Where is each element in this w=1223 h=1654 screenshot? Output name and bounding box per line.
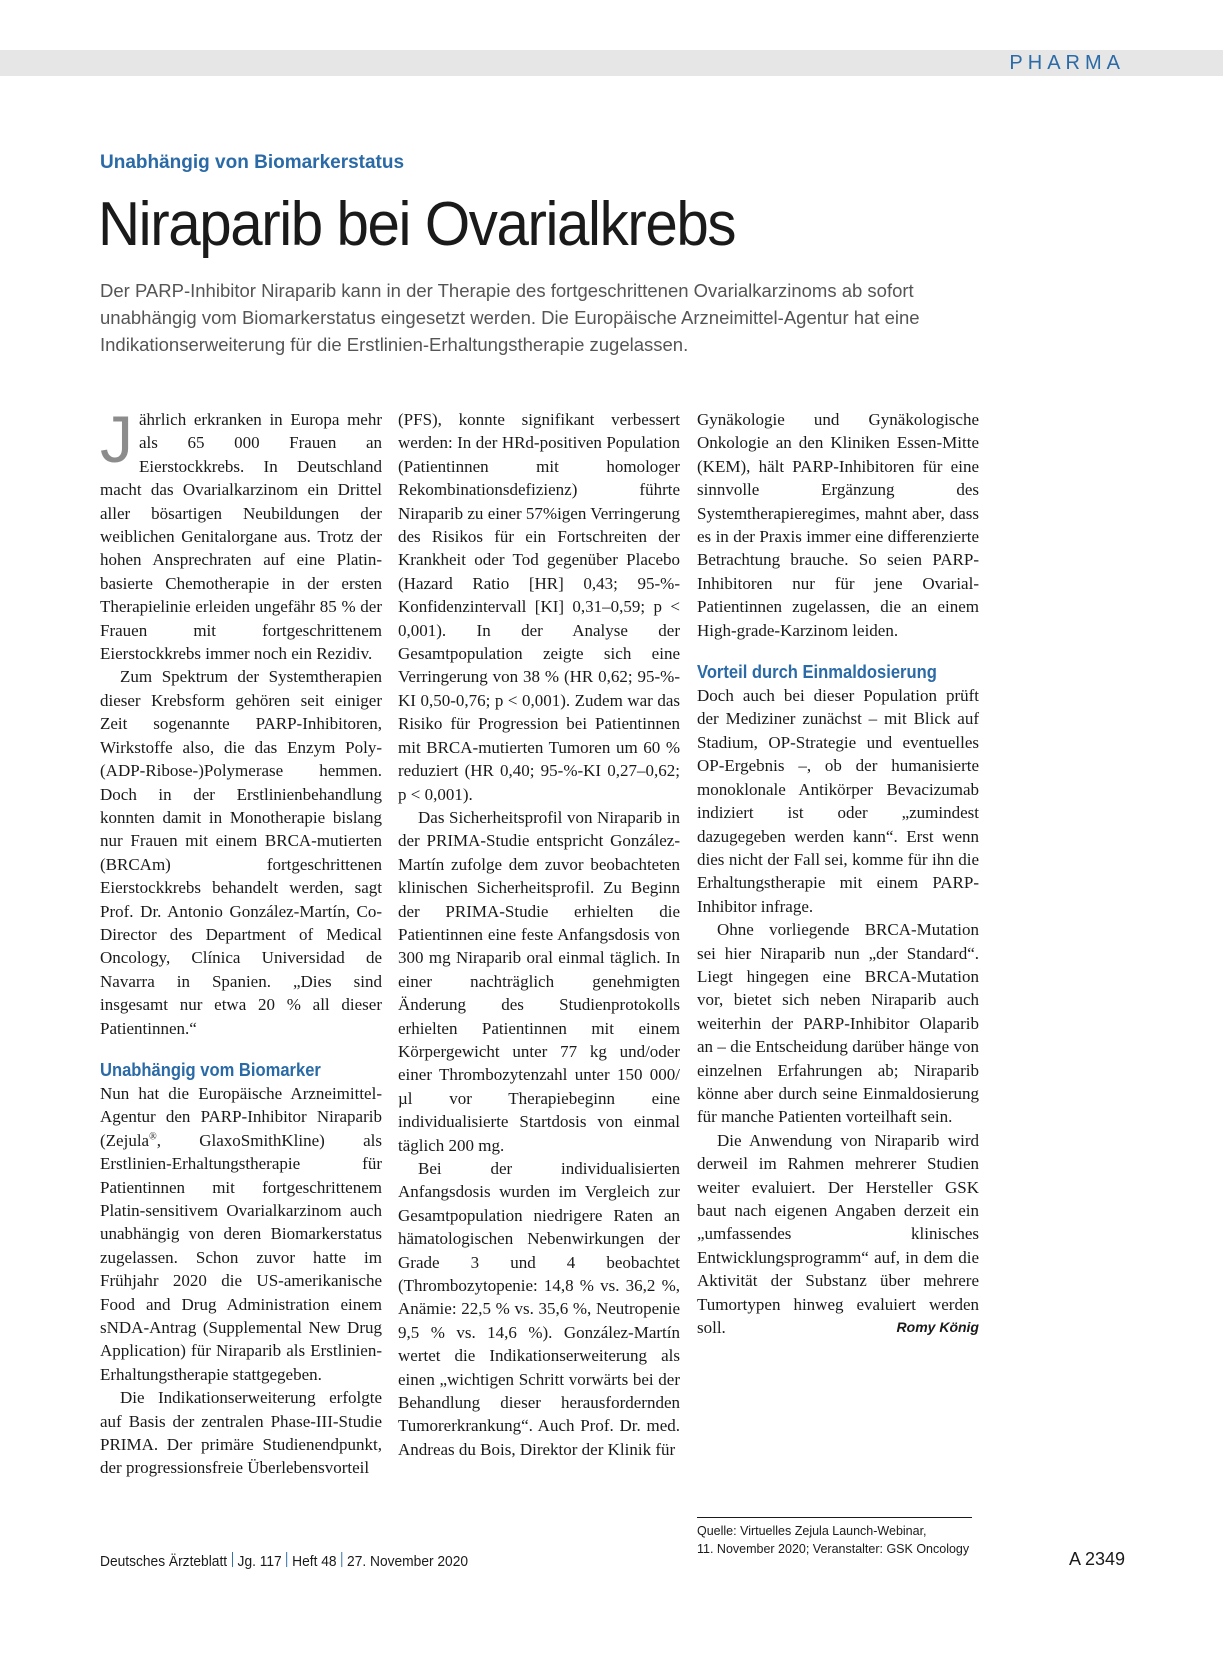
subheading-einmaldosierung: Vorteil durch Einmaldosierung xyxy=(697,662,937,683)
article-lead: Der PARP-Inhibitor Niraparib kann in der Therapie des fortgeschrittenen Ovarialkarzinoms ab sofort unabhängig vom Biomarkerstatus eingesetzt werden. Die Europäische Arzneimittel-Agentur hat eine Indikationserweiterung für die Erstlinien-Erhaltungstherapie zugelassen. xyxy=(100,280,920,355)
paragraph-text: , GlaxoSmithKline) als Erstlinien-Erhaltungstherapie für Patientinnen mit fortgeschrittenem Platin-sensitivem Ovarialkarzinom auch unabhängig von deren Biomarkerstatus zugelassen. Schon zuvor hatte im Frühjahr 2020 die US-amerikanische Food and Drug Administration einem sNDA-Antrag (Supplemental New Drug Application) für Niraparib als Erstlinien-Erhaltungstherapie stattgegeben. xyxy=(100,1130,382,1384)
volume: Jg. 117 xyxy=(237,1554,282,1570)
section-label: PHARMA xyxy=(1009,52,1125,74)
registered-mark: ® xyxy=(149,1131,157,1143)
paragraph-prima: Die Indikationserweiterung erfolgte auf Basis der zentralen Phase-III-Studie PRIMA. Der primäre Studienendpunkt, der progressionsfreie Überlebensvorteil xyxy=(100,1388,382,1478)
paragraph-safety: Das Sicherheitsprofil von Niraparib in der PRIMA-Studie entspricht González-Martín zufolge dem zuvor beobachteten klinischen Sicherheitsprofil. Zu Beginn der PRIMA-Studie erhielten die Patientinnen eine feste Anfangsdosis von 300 mg Niraparib oral einmal täglich. In einer nachträglich genehmigten Änderung des Studienprotokolls erhielten Patientinnen mit einem Körpergewicht unter 77 kg und/oder einer Thrombozytenzahl unter 150 000/µl vor Therapiebeginn eine individualisierte Startdosis von einmal täglich 200 mg. xyxy=(398,807,680,1155)
page-number: A 2349 xyxy=(1068,1549,1125,1569)
footer-citation xyxy=(100,1552,468,1570)
issue: Heft 48 xyxy=(292,1554,337,1570)
text-column-1 xyxy=(100,402,382,1480)
subheading-biomarker: Unabhängig vom Biomarker xyxy=(100,1059,321,1080)
journal-name: Deutsches Ärzteblatt xyxy=(100,1554,228,1570)
paragraph: Ohne vorliegende BRCA-Mutation sei hier Niraparib nun „der Standard“. Liegt hingegen eine BRCA-Mutation vor, bietet sich neben Niraparib auch weiterhin der PARP-Inhibitor Olaparib an – die Entscheidung darüber hänge von einzelnen Erfahrungen ab; Niraparib könne aber durch seine Einmaldosierung für manche Patienten vorteilhaft sein. xyxy=(697,920,979,1127)
paragraph-text: Nun hat die Europäische Arzneimittel-Agentur den PARP-Inhibitor Niraparib (Zejula xyxy=(100,1083,382,1150)
paragraph xyxy=(100,1082,382,1386)
text-column-3 xyxy=(697,408,979,1339)
separator xyxy=(286,1552,287,1567)
text-column-2 xyxy=(398,408,680,1461)
paragraph-closing xyxy=(697,1129,979,1340)
issue-date: 27. November 2020 xyxy=(347,1554,469,1570)
paragraph: Doch auch bei dieser Population prüft der Mediziner zunächst – mit Blick auf Stadium, OP-Strategie und eventuelles OP-Ergebnis –, ob der humanisierte monoklonale Antikörper Bevacizumab indiziert ist oder „zumindest dazugegeben werden kann“. Erst wenn dies nicht der Fall sei, komme für ihn die Erhaltungstherapie mit einem PARP-Inhibitor infrage. xyxy=(697,686,979,916)
separator xyxy=(341,1552,342,1567)
paragraph-intro xyxy=(100,402,382,665)
source-line: Quelle: Virtuelles Zejula Launch-Webinar, xyxy=(697,1524,927,1538)
author-name: Romy König xyxy=(896,1319,979,1336)
paragraph-dosing: Bei der individualisierten Anfangsdosis wurden im Vergleich zur Gesamtpopulation niedrigere Raten an hämatologischen Nebenwirkungen der Grade 3 und 4 beobachtet (Thrombozytopenie: 14,8 % vs. 36,2 %, Anämie: 22,5 % vs. 35,6 %, Neutropenie 9,5 % vs. 14,6 %). González-Martín wertet die Indikationserweiterung als einen „wichtigen Schritt vorwärts bei der Behandlung dieser herausfordernden Tumorerkrankung“. Auch Prof. Dr. med. Andreas du Bois, Direktor der Klinik für xyxy=(398,1159,680,1459)
paragraph-continued: Gynäkologie und Gynäkologische Onkologie an den Kliniken Essen-Mitte (KEM), hält PARP-Inhibitoren für eine sinnvolle Ergänzung des Systemtherapieregimes, mahnt aber, dass es in der Praxis immer eine differenzierte Betrachtung brauche. So seien PARP-Inhibitoren nur für jene Ovarial-Patientinnen zugelassen, die an einem High-grade-Karzinom leiden. xyxy=(697,410,979,640)
paragraph-text: Die Anwendung von Niraparib wird derweil im Rahmen mehrerer Studien weiter evaluiert. Der Hersteller GSK baut nach eigenen Angaben derzeit ein „umfassendes klinisches Entwicklungsprogramm“ auf, in dem die Aktivität der Substanz über mehrere Tumortypen hinweg evaluiert werden soll. xyxy=(697,1130,979,1338)
paragraph-intro-text: ährlich erkranken in Europa mehr als 65 000 Frauen an Eierstockkrebs. In Deutschland macht das Ovarialkarzinom ein Drittel aller bösartigen Neubildungen der weiblichen Genitalorgane aus. Trotz der hohen Ansprechraten auf eine Platin-basierte Chemotherapie in der ersten Therapielinie erleiden ungefähr 85 % der Frauen mit fortgeschrittenem Eierstockkrebs immer noch ein Rezidiv. xyxy=(100,410,382,664)
source-line: 11. November 2020; Veranstalter: GSK Oncology xyxy=(697,1542,970,1556)
separator xyxy=(232,1552,233,1567)
article-headline: Niraparib bei Ovarialkrebs xyxy=(98,190,736,259)
source-note xyxy=(697,1517,972,1558)
article-kicker: Unabhängig von Biomarkerstatus xyxy=(100,152,405,173)
paragraph: Zum Spektrum der Systemtherapien dieser Krebsform gehören seit einiger Zeit sogenannte PARP-Inhibitoren, Wirkstoffe also, die das Enzym Poly-(ADP-Ribose-)Polymerase hemmen. Doch in der Erstlinienbehandlung konnten damit in Monotherapie bislang nur Frauen mit einem BRCA-mutierten (BRCAm) fortgeschrittenen Eierstockkrebs behandelt werden, sagt Prof. Dr. Antonio González-Martín, Co-Director des Department of Medical Oncology, Clínica Universidad de Navarra in Spanien. „Dies sind insgesamt nur etwa 20 % all dieser Patientinnen.“ xyxy=(100,667,382,1038)
drop-cap: J xyxy=(100,402,133,476)
paragraph-continued: (PFS), konnte signifikant verbessert werden: In der HRd-positiven Population (Patientinnen mit homologer Rekombinationsdefizienz) führte Niraparib zu einer 57%igen Verringerung des Risikos für ein Fortschreiten der Krankheit oder Tod gegenüber Placebo (Hazard Ratio [HR] 0,43; 95-%-Konfidenzintervall [KI] 0,31–0,59; p < 0,001). In der Analyse der Gesamtpopulation zeigte sich eine Verringerung von 38 % (HR 0,62; 95-%-KI 0,50-0,76; p < 0,001). Zudem war das Risiko für Progression bei Patientinnen mit BRCA-mutierten Tumoren um 60 % reduziert (HR 0,40; 95-%-KI 0,27–0,62; p < 0,001). xyxy=(398,410,680,804)
